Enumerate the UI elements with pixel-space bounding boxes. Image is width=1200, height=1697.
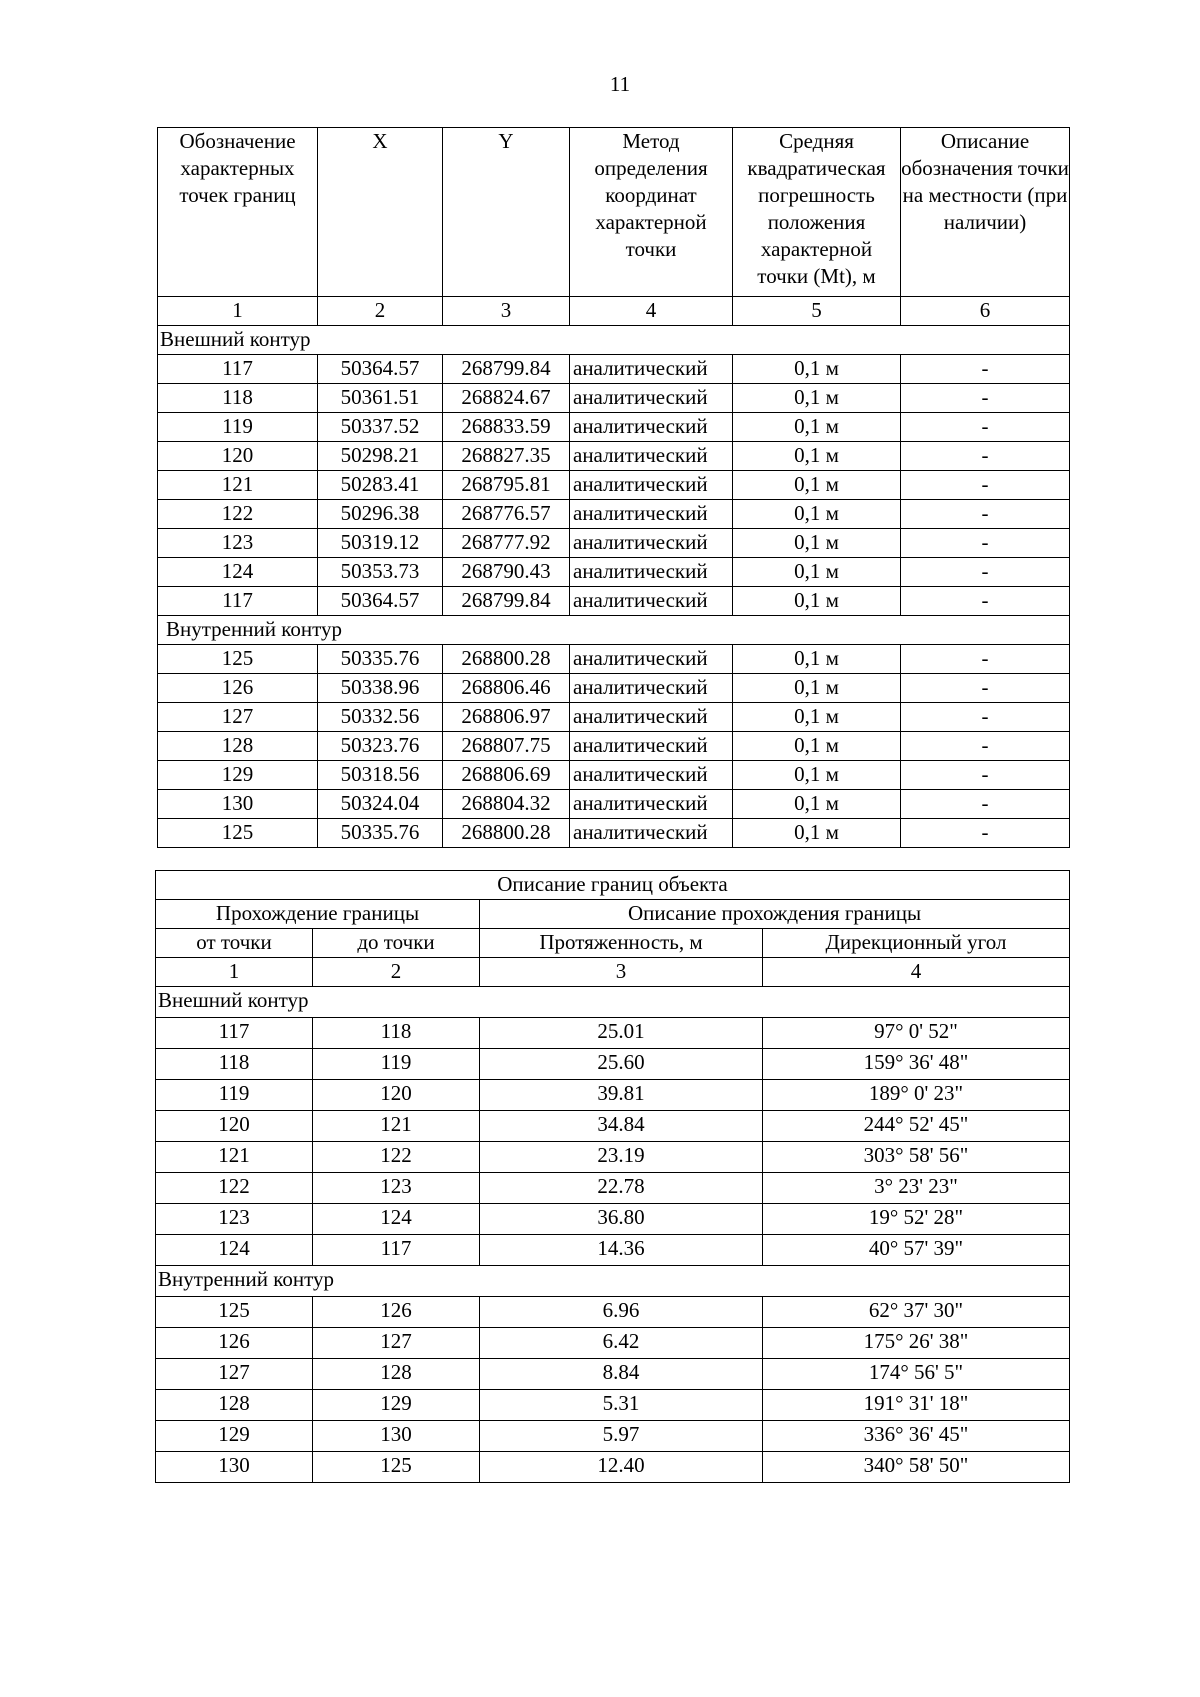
column-number: 6 bbox=[901, 297, 1070, 326]
table-cell: 36.80 bbox=[480, 1204, 763, 1235]
table-cell: 121 bbox=[158, 471, 318, 500]
table-cell: - bbox=[901, 732, 1070, 761]
table-row bbox=[156, 1235, 1070, 1266]
table-title: Описание границ объекта bbox=[156, 871, 1070, 900]
table-cell: 50296.38 bbox=[318, 500, 443, 529]
column-number-row bbox=[156, 958, 1070, 987]
table-cell: 50335.76 bbox=[318, 645, 443, 674]
table-row bbox=[156, 1297, 1070, 1328]
table-cell: 120 bbox=[313, 1080, 480, 1111]
table-cell: - bbox=[901, 819, 1070, 848]
table-cell: 19° 52' 28" bbox=[763, 1204, 1070, 1235]
table-title-row bbox=[156, 871, 1070, 900]
table-cell: 0,1 м bbox=[733, 355, 901, 384]
table-cell: 122 bbox=[156, 1173, 313, 1204]
table-row bbox=[156, 1173, 1070, 1204]
table-cell: 0,1 м bbox=[733, 819, 901, 848]
table-cell: 119 bbox=[158, 413, 318, 442]
column-header: Протяженность, м bbox=[480, 929, 763, 958]
table-cell: - bbox=[901, 587, 1070, 616]
table-cell: 14.36 bbox=[480, 1235, 763, 1266]
table-cell: 0,1 м bbox=[733, 384, 901, 413]
column-header: Описание обозначения точки на местности (при наличии) bbox=[901, 128, 1070, 297]
table-row bbox=[158, 558, 1070, 587]
table-cell: 120 bbox=[156, 1111, 313, 1142]
table-row bbox=[156, 1359, 1070, 1390]
table-cell: 50319.12 bbox=[318, 529, 443, 558]
table-cell: 268776.57 bbox=[443, 500, 570, 529]
section-row bbox=[158, 616, 1070, 645]
table-row bbox=[156, 1018, 1070, 1049]
table-cell: 244° 52' 45" bbox=[763, 1111, 1070, 1142]
column-header: Средняя квадратическая погрешность положения характерной точки (Mt), м bbox=[733, 128, 901, 297]
table-cell: 189° 0' 23" bbox=[763, 1080, 1070, 1111]
table-cell: 127 bbox=[156, 1359, 313, 1390]
table-cell: 191° 31' 18" bbox=[763, 1390, 1070, 1421]
table-cell: 336° 36' 45" bbox=[763, 1421, 1070, 1452]
header-row bbox=[158, 128, 1070, 297]
table-cell: - bbox=[901, 442, 1070, 471]
table-cell: 117 bbox=[313, 1235, 480, 1266]
table-cell: - bbox=[901, 645, 1070, 674]
table-cell: 12.40 bbox=[480, 1452, 763, 1483]
table-cell: 50337.52 bbox=[318, 413, 443, 442]
section-title: Внутренний контур bbox=[156, 1266, 1070, 1297]
column-header: Метод определения координат характерной точки bbox=[570, 128, 733, 297]
table-cell: 50364.57 bbox=[318, 355, 443, 384]
table-cell: 159° 36' 48" bbox=[763, 1049, 1070, 1080]
table-cell: 127 bbox=[313, 1328, 480, 1359]
column-header: Y bbox=[443, 128, 570, 297]
table-cell: аналитический bbox=[570, 384, 733, 413]
table-cell: 3° 23' 23" bbox=[763, 1173, 1070, 1204]
table-cell: аналитический bbox=[570, 413, 733, 442]
table-cell: - bbox=[901, 413, 1070, 442]
table-cell: 129 bbox=[158, 761, 318, 790]
table-cell: 124 bbox=[158, 558, 318, 587]
column-header-row bbox=[156, 929, 1070, 958]
column-number: 2 bbox=[313, 958, 480, 987]
table-cell: 0,1 м bbox=[733, 413, 901, 442]
table-cell: - bbox=[901, 529, 1070, 558]
table-cell: 128 bbox=[313, 1359, 480, 1390]
table-cell: 50318.56 bbox=[318, 761, 443, 790]
table-cell: 5.97 bbox=[480, 1421, 763, 1452]
table-cell: 0,1 м bbox=[733, 500, 901, 529]
table-cell: 268800.28 bbox=[443, 819, 570, 848]
table-cell: 129 bbox=[313, 1390, 480, 1421]
table-cell: 268807.75 bbox=[443, 732, 570, 761]
table-cell: 0,1 м bbox=[733, 732, 901, 761]
table-cell: аналитический bbox=[570, 790, 733, 819]
table-cell: 0,1 м bbox=[733, 529, 901, 558]
table-cell: 268806.69 bbox=[443, 761, 570, 790]
table-cell: 62° 37' 30" bbox=[763, 1297, 1070, 1328]
table-cell: 125 bbox=[156, 1297, 313, 1328]
table-cell: 121 bbox=[156, 1142, 313, 1173]
table-cell: - bbox=[901, 471, 1070, 500]
table-cell: 268804.32 bbox=[443, 790, 570, 819]
table-cell: аналитический bbox=[570, 732, 733, 761]
table-cell: 120 bbox=[158, 442, 318, 471]
table-cell: 124 bbox=[156, 1235, 313, 1266]
table-cell: 130 bbox=[156, 1452, 313, 1483]
column-number: 1 bbox=[156, 958, 313, 987]
table-row bbox=[156, 1328, 1070, 1359]
page-number: 11 bbox=[609, 72, 631, 96]
table-cell: 127 bbox=[158, 703, 318, 732]
table-row bbox=[158, 442, 1070, 471]
table-cell: - bbox=[901, 703, 1070, 732]
group-header-description: Описание прохождения границы bbox=[480, 900, 1070, 929]
column-header: от точки bbox=[156, 929, 313, 958]
section-row bbox=[156, 987, 1070, 1018]
table-cell: 174° 56' 5" bbox=[763, 1359, 1070, 1390]
table-cell: 123 bbox=[156, 1204, 313, 1235]
table-cell: 0,1 м bbox=[733, 471, 901, 500]
table-cell: - bbox=[901, 558, 1070, 587]
table-cell: 268824.67 bbox=[443, 384, 570, 413]
coordinates-table bbox=[157, 127, 1070, 848]
table-cell: 123 bbox=[158, 529, 318, 558]
table-cell: - bbox=[901, 355, 1070, 384]
table-cell: 129 bbox=[156, 1421, 313, 1452]
table-cell: аналитический bbox=[570, 442, 733, 471]
table-cell: 0,1 м bbox=[733, 587, 901, 616]
table-cell: 268795.81 bbox=[443, 471, 570, 500]
table-cell: 268777.92 bbox=[443, 529, 570, 558]
table-cell: 0,1 м bbox=[733, 790, 901, 819]
table-row bbox=[156, 1080, 1070, 1111]
table-row bbox=[156, 1421, 1070, 1452]
table-row bbox=[156, 1204, 1070, 1235]
table-cell: 268799.84 bbox=[443, 355, 570, 384]
table-cell: - bbox=[901, 790, 1070, 819]
table-cell: 124 bbox=[313, 1204, 480, 1235]
column-header: X bbox=[318, 128, 443, 297]
section-row bbox=[156, 1266, 1070, 1297]
table-cell: аналитический bbox=[570, 471, 733, 500]
table-cell: 50361.51 bbox=[318, 384, 443, 413]
table-cell: 340° 58' 50" bbox=[763, 1452, 1070, 1483]
table-cell: аналитический bbox=[570, 500, 733, 529]
table-row bbox=[158, 645, 1070, 674]
table-row bbox=[158, 732, 1070, 761]
table-cell: 268800.28 bbox=[443, 645, 570, 674]
table-cell: 23.19 bbox=[480, 1142, 763, 1173]
table-cell: 39.81 bbox=[480, 1080, 763, 1111]
table-cell: аналитический bbox=[570, 674, 733, 703]
table-cell: 50298.21 bbox=[318, 442, 443, 471]
table-cell: 25.60 bbox=[480, 1049, 763, 1080]
column-number: 3 bbox=[480, 958, 763, 987]
table-cell: - bbox=[901, 500, 1070, 529]
table-row bbox=[156, 1142, 1070, 1173]
table-cell: 50323.76 bbox=[318, 732, 443, 761]
table-cell: 50364.57 bbox=[318, 587, 443, 616]
table-cell: 123 bbox=[313, 1173, 480, 1204]
table-cell: - bbox=[901, 384, 1070, 413]
column-header: Обозначение характерных точек границ bbox=[158, 128, 318, 297]
table-cell: 0,1 м bbox=[733, 761, 901, 790]
table-cell: 50283.41 bbox=[318, 471, 443, 500]
table-row bbox=[156, 1111, 1070, 1142]
table-cell: 130 bbox=[158, 790, 318, 819]
table-row bbox=[158, 703, 1070, 732]
table-cell: 126 bbox=[313, 1297, 480, 1328]
table-cell: аналитический bbox=[570, 558, 733, 587]
table-cell: 117 bbox=[158, 587, 318, 616]
table-cell: 8.84 bbox=[480, 1359, 763, 1390]
table-row bbox=[158, 790, 1070, 819]
table-cell: 268806.97 bbox=[443, 703, 570, 732]
table-cell: 40° 57' 39" bbox=[763, 1235, 1070, 1266]
table-cell: 0,1 м bbox=[733, 703, 901, 732]
table-cell: 50332.56 bbox=[318, 703, 443, 732]
table-row bbox=[158, 819, 1070, 848]
table-cell: 268806.46 bbox=[443, 674, 570, 703]
table-row bbox=[158, 413, 1070, 442]
table-cell: аналитический bbox=[570, 761, 733, 790]
table-cell: 268827.35 bbox=[443, 442, 570, 471]
table-cell: 126 bbox=[158, 674, 318, 703]
table-cell: 0,1 м bbox=[733, 645, 901, 674]
table-cell: 125 bbox=[158, 819, 318, 848]
table-cell: - bbox=[901, 761, 1070, 790]
table-cell: 22.78 bbox=[480, 1173, 763, 1204]
column-number: 1 bbox=[158, 297, 318, 326]
table-cell: 50338.96 bbox=[318, 674, 443, 703]
table-cell: 50324.04 bbox=[318, 790, 443, 819]
table-row bbox=[156, 1049, 1070, 1080]
boundary-description-table bbox=[155, 870, 1070, 1483]
table-cell: 128 bbox=[156, 1390, 313, 1421]
table-cell: аналитический bbox=[570, 703, 733, 732]
table-cell: - bbox=[901, 674, 1070, 703]
table-cell: 122 bbox=[158, 500, 318, 529]
table-cell: 125 bbox=[313, 1452, 480, 1483]
table-cell: 118 bbox=[313, 1018, 480, 1049]
table-cell: 121 bbox=[313, 1111, 480, 1142]
table-cell: 50353.73 bbox=[318, 558, 443, 587]
table-cell: аналитический bbox=[570, 587, 733, 616]
column-number: 4 bbox=[763, 958, 1070, 987]
column-header: до точки bbox=[313, 929, 480, 958]
group-header-row bbox=[156, 900, 1070, 929]
section-title: Внешний контур bbox=[156, 987, 1070, 1018]
column-number-row bbox=[158, 297, 1070, 326]
table-cell: 268833.59 bbox=[443, 413, 570, 442]
table-cell: 117 bbox=[156, 1018, 313, 1049]
table-cell: 130 bbox=[313, 1421, 480, 1452]
column-header: Дирекционный угол bbox=[763, 929, 1070, 958]
table-cell: 25.01 bbox=[480, 1018, 763, 1049]
column-number: 3 bbox=[443, 297, 570, 326]
table-cell: 6.96 bbox=[480, 1297, 763, 1328]
table-cell: аналитический bbox=[570, 355, 733, 384]
table-row bbox=[158, 674, 1070, 703]
table-cell: 175° 26' 38" bbox=[763, 1328, 1070, 1359]
table-cell: 303° 58' 56" bbox=[763, 1142, 1070, 1173]
table-cell: аналитический bbox=[570, 645, 733, 674]
table-cell: 0,1 м bbox=[733, 558, 901, 587]
section-row bbox=[158, 326, 1070, 355]
table-cell: 268790.43 bbox=[443, 558, 570, 587]
column-number: 2 bbox=[318, 297, 443, 326]
table-cell: 50335.76 bbox=[318, 819, 443, 848]
table-cell: аналитический bbox=[570, 529, 733, 558]
table-cell: 0,1 м bbox=[733, 674, 901, 703]
table-cell: 128 bbox=[158, 732, 318, 761]
table-row bbox=[158, 500, 1070, 529]
table-cell: 34.84 bbox=[480, 1111, 763, 1142]
table-row bbox=[158, 471, 1070, 500]
table-cell: 6.42 bbox=[480, 1328, 763, 1359]
section-title: Внешний контур bbox=[158, 326, 1070, 355]
table-cell: 119 bbox=[313, 1049, 480, 1080]
table-cell: 5.31 bbox=[480, 1390, 763, 1421]
table-cell: 125 bbox=[158, 645, 318, 674]
table-cell: 118 bbox=[156, 1049, 313, 1080]
table-cell: 268799.84 bbox=[443, 587, 570, 616]
table-cell: 117 bbox=[158, 355, 318, 384]
table-row bbox=[156, 1390, 1070, 1421]
table-cell: 122 bbox=[313, 1142, 480, 1173]
table-row bbox=[156, 1452, 1070, 1483]
table-row bbox=[158, 587, 1070, 616]
table-cell: 119 bbox=[156, 1080, 313, 1111]
table-cell: 118 bbox=[158, 384, 318, 413]
table-row bbox=[158, 529, 1070, 558]
table-cell: аналитический bbox=[570, 819, 733, 848]
table-row bbox=[158, 384, 1070, 413]
table-cell: 126 bbox=[156, 1328, 313, 1359]
table-row bbox=[158, 355, 1070, 384]
section-title: Внутренний контур bbox=[158, 616, 1070, 645]
table-cell: 0,1 м bbox=[733, 442, 901, 471]
column-number: 5 bbox=[733, 297, 901, 326]
table-cell: 97° 0' 52" bbox=[763, 1018, 1070, 1049]
group-header-passage: Прохождение границы bbox=[156, 900, 480, 929]
column-number: 4 bbox=[570, 297, 733, 326]
table-row bbox=[158, 761, 1070, 790]
